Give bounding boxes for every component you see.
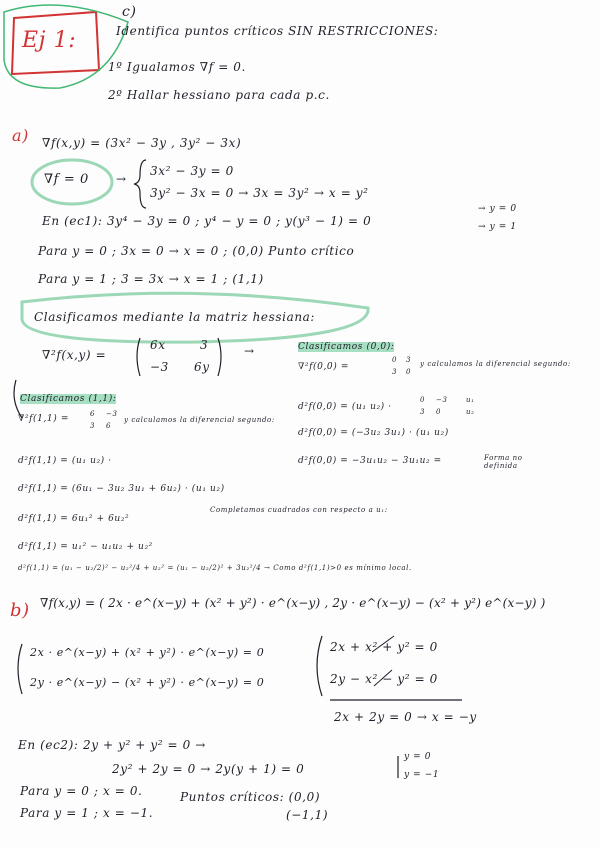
- left-m21: 3: [90, 422, 96, 430]
- part-b-r1: 2x + x² + y² = 0: [330, 640, 438, 654]
- exercise-label: Ej 1:: [22, 28, 77, 53]
- right-d2-line2: d²f(0,0) = (−3u₂ 3u₁) · (u₁ u₂): [298, 428, 449, 438]
- left-d2-lhs: d²f(1,1) = (u₁ u₂) ·: [18, 456, 112, 466]
- part-b-gradient: ∇f(x,y) = ( 2x · e^(x−y) + (x² + y²) · e^(x−y) , 2y · e^(x−y) − (x² + y²) e^(x−y) ): [40, 596, 546, 610]
- substitution-line: En (ec1): 3y⁴ − 3y = 0 ; y⁴ − y = 0 ; y(y³ − 1) = 0: [42, 214, 372, 228]
- part-b-case2: Para y = 1 ; x = −1.: [20, 806, 154, 820]
- step-2: 2º Hallar hessiano para cada p.c.: [108, 88, 330, 102]
- right-d2-m22: 0: [436, 408, 442, 416]
- right-d2-m21: 3: [420, 408, 426, 416]
- hessian-m12: 3: [200, 338, 209, 352]
- gradient-zero: ∇f = 0: [44, 172, 89, 187]
- right-hessian-lhs: ∇²f(0,0) =: [298, 362, 349, 372]
- right-result: Forma no definida: [484, 454, 523, 470]
- left-m12: −3: [106, 410, 118, 418]
- left-d2-line5: d²f(1,1) = (u₁ − u₂/2)² − u₂²/4 + u₂² = (u₁ − u₂/2)² + 3u₂²/4 → Como d²f(1,1)>0 es mínimo local.: [18, 564, 412, 572]
- case-y0: Para y = 0 ; 3x = 0 → x = 0 ; (0,0) Punto crítico: [38, 244, 355, 258]
- left-d2-line4: d²f(1,1) = u₁² − u₁u₂ + u₂²: [18, 542, 153, 552]
- part-b-case1: Para y = 0 ; x = 0.: [20, 784, 143, 798]
- part-b-sum: 2x + 2y = 0 → x = −y: [334, 710, 477, 724]
- left-d2-line2: d²f(1,1) = (6u₁ − 3u₂ 3u₁ + 6u₂) · (u₁ u₂): [18, 484, 225, 494]
- gradient-definition: ∇f(x,y) = (3x² − 3y , 3y² − 3x): [42, 136, 242, 150]
- right-title: Clasificamos (0,0):: [298, 342, 395, 352]
- branch-y0: → y = 0: [478, 204, 517, 214]
- left-m11: 6: [90, 410, 96, 418]
- system-eq-1: 3x² − 3y = 0: [150, 164, 234, 178]
- critical-points: Puntos críticos: (0,0): [180, 790, 321, 804]
- part-b-sub2: 2y² + 2y = 0 → 2y(y + 1) = 0: [112, 762, 305, 776]
- hessian-arrow: →: [244, 344, 255, 358]
- step-1: 1º Igualamos ∇f = 0.: [108, 60, 246, 74]
- left-d2-line3: d²f(1,1) = 6u₁² + 6u₂²: [18, 514, 130, 524]
- classify-title: Clasificamos mediante la matriz hessiana:: [34, 310, 316, 324]
- right-d2-v2: u₂: [466, 408, 475, 416]
- part-b-sub1: En (ec2): 2y + y² + y² = 0 →: [18, 738, 206, 752]
- arrow: →: [116, 172, 127, 186]
- branch-y1: → y = 1: [478, 222, 517, 232]
- case-y1: Para y = 1 ; 3 = 3x → x = 1 ; (1,1): [38, 272, 264, 286]
- critical-points-2: (−1,1): [286, 808, 329, 822]
- part-b-label: b): [10, 600, 30, 621]
- left-title: Clasificamos (1,1):: [20, 394, 117, 404]
- right-m12: 3: [406, 356, 412, 364]
- hessian-lhs: ∇²f(x,y) =: [42, 348, 107, 362]
- right-d2-m12: −3: [436, 396, 448, 404]
- part-b-eq1: 2x · e^(x−y) + (x² + y²) · e^(x−y) = 0: [30, 646, 265, 659]
- right-d2-v1: u₁: [466, 396, 475, 404]
- hessian-m21: −3: [150, 360, 169, 374]
- part-a-label: a): [12, 126, 29, 145]
- right-d2-lhs: d²f(0,0) = (u₁ u₂) ·: [298, 402, 392, 412]
- part-b-eq2: 2y · e^(x−y) − (x² + y²) · e^(x−y) = 0: [30, 676, 265, 689]
- right-m21: 3: [392, 368, 398, 376]
- left-m22: 6: [106, 422, 112, 430]
- hessian-m11: 6x: [150, 338, 166, 352]
- right-d2-m11: 0: [420, 396, 426, 404]
- step-0: Identifica puntos críticos SIN RESTRICCIONES:: [116, 24, 439, 38]
- right-m22: 0: [406, 368, 412, 376]
- part-label: c): [122, 4, 137, 20]
- left-hessian-lhs: ∇²f(1,1) =: [18, 414, 69, 424]
- right-d2-line3: d²f(0,0) = −3u₁u₂ − 3u₁u₂ =: [298, 456, 442, 466]
- right-m11: 0: [392, 356, 398, 364]
- left-result3: Completamos cuadrados con respecto a u₁:: [210, 506, 388, 514]
- part-b-r2: 2y − x² − y² = 0: [330, 672, 438, 686]
- system-eq-2: 3y² − 3x = 0 → 3x = 3y² → x = y²: [150, 186, 369, 200]
- hessian-m22: 6y: [194, 360, 210, 374]
- part-b-y1: y = −1: [404, 770, 440, 780]
- right-note: y calculamos la diferencial segundo:: [420, 360, 571, 368]
- left-note: y calculamos la diferencial segundo:: [124, 416, 275, 424]
- part-b-y0: y = 0: [404, 752, 432, 762]
